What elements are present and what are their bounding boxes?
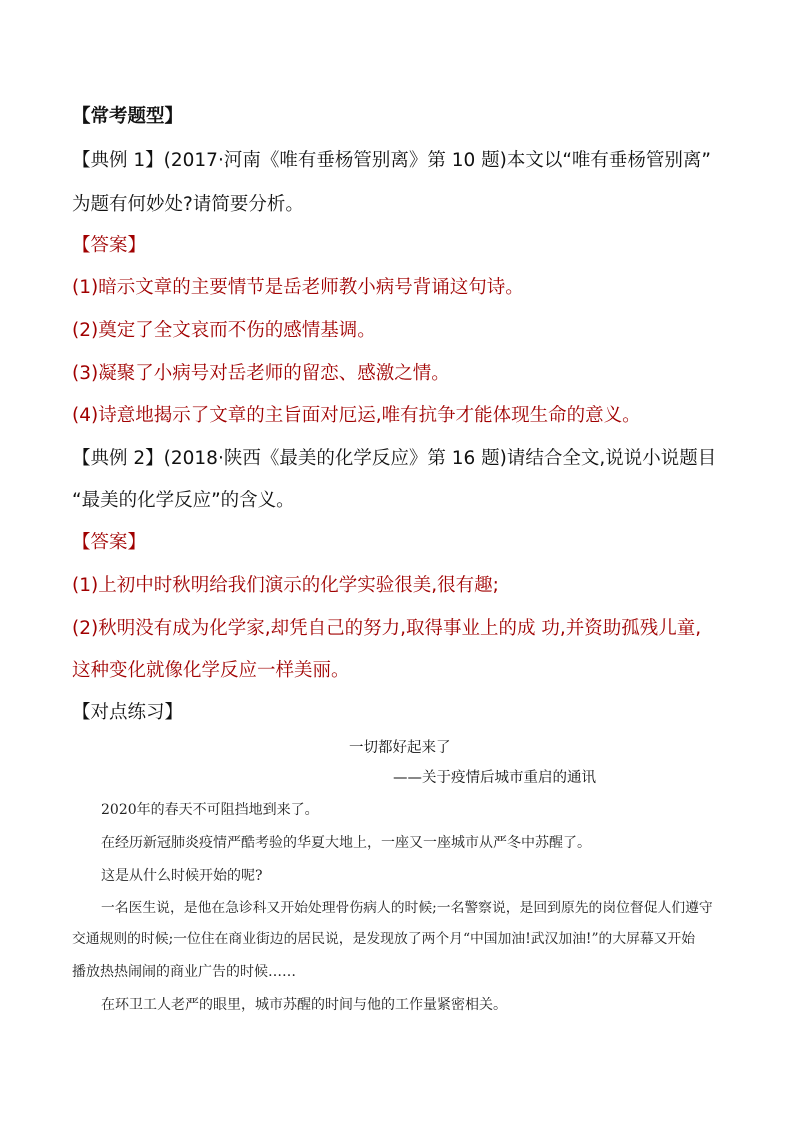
answer-1-item-3: (3)凝聚了小病号对岳老师的留恋、感激之情。 — [72, 363, 450, 384]
answer-1-label: 【答案】 — [72, 235, 147, 256]
article-paragraph-5: 在环卫工人老严的眼里，城市苏醒的时间与他的工作量紧密相关。 — [101, 997, 507, 1013]
article-paragraph-1: 2020年的春天不可阻挡地到来了。 — [101, 802, 319, 818]
answer-1-item-4: (4)诗意地揭示了文章的主旨面对厄运,唯有抗争才能体现生命的意义。 — [72, 405, 641, 426]
article-subtitle: ——关于疫情后城市重启的通讯 — [393, 770, 596, 786]
article-paragraph-2: 在经历新冠肺炎疫情严酷考验的华夏大地上，一座又一座城市从严冬中苏醒了。 — [101, 835, 591, 851]
article-paragraph-4-line-1: 一名医生说，是他在急诊科又开始处理骨伤病人的时候;一名警察说，是回到原先的岗位督促人们遵守 — [101, 900, 713, 916]
article-paragraph-4-line-3: 播放热热闹闹的商业广告的时候…… — [72, 964, 296, 980]
answer-2-item-1: (1)上初中时秋明给我们演示的化学实验很美,很有趣; — [72, 575, 499, 596]
article-paragraph-3: 这是从什么时候开始的呢? — [101, 868, 263, 884]
article-title: 一切都好起来了 — [349, 740, 451, 756]
answer-2-label: 【答案】 — [72, 532, 147, 553]
practice-heading: 【对点练习】 — [72, 702, 184, 723]
example-2-line-1: 【典例 2】(2018·陕西《最美的化学反应》第 16 题)请结合全文,说说小说题目 — [72, 448, 717, 469]
example-1-line-2: 为题有何妙处?请简要分析。 — [72, 194, 304, 215]
answer-2-item-2: (2)秋明没有成为化学家,却凭自己的努力,取得事业上的成 功,并资助孤残儿童, — [72, 618, 702, 639]
answer-1-item-2: (2)奠定了全文哀而不伤的感情基调。 — [72, 320, 376, 341]
answer-1-item-1: (1)暗示文章的主要情节是岳老师教小病号背诵这句诗。 — [72, 277, 524, 298]
section-heading: 【常考题型】 — [72, 106, 184, 127]
answer-2-item-2-cont: 这种变化就像化学反应一样美丽。 — [72, 660, 350, 681]
example-1-line-1: 【典例 1】(2017·河南《唯有垂杨管别离》第 10 题)本文以“唯有垂杨管别离” — [72, 150, 712, 171]
article-paragraph-4-line-2: 交通规则的时候;一位住在商业街边的居民说，是发现放了两个月“中国加油!武汉加油!”的大屏幕又开始 — [72, 931, 696, 947]
example-2-line-2: “最美的化学反应”的含义。 — [72, 490, 295, 511]
